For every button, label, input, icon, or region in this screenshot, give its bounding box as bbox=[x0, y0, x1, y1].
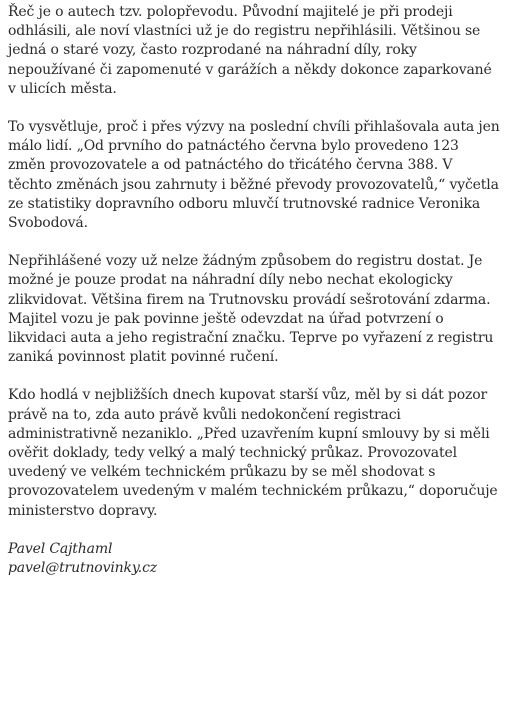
paragraph-4: Kdo hodlá v nejbližších dnech kupovat starší vůz, měl by si dát pozor právě na to, zda auto právě kvůli nedokončení registraci administrativně nezaniklo. „Před uzavřením kupní smlouvy by si měli ověřit doklady, tedy velký a malý technický průkaz. Provozovatel uvedený ve velkém technickém průkazu by se měl shodovat s provozovatelem uvedeným v malém technickém průkazu,“ doporučuje ministerstvo dopravy. bbox=[8, 387, 498, 519]
paragraph-2: To vysvětluje, proč i přes výzvy na poslední chvíli přihlašovala auta jen málo lidí. „Od prvního do patnáctého června bylo provedeno 123 změn provozovatele a od patnáctého do třicátého června 388. V těchto změnách jsou zahrnuty i běžné převody provozovatelů,“ vyčetla ze statistiky dopravního odboru mluvčí trutnovské radnice Veronika Svobodová. bbox=[8, 119, 500, 232]
paragraph-3: Nepřihlášené vozy už nelze žádným způsobem do registru dostat. Je možné je pouze prodat na náhradní díly nebo nechat ekologicky zlikvidovat. Většina firem na Trutnovsku provádí sešrotování zdarma. Majitel vozu je pak povinne ještě odevzdat na úřad potvrzení o likvidaci auta a jeho registrační značku. Teprve po vyřazení z registru zaniká povinnost platit povinné ručení. bbox=[8, 253, 494, 366]
author-name: Pavel Cajthaml bbox=[8, 540, 113, 557]
author-signature bbox=[8, 540, 500, 578]
paragraph-1: Řeč je o autech tzv. polopřevodu. Původní majitelé je při prodeji odhlásili, ale noví vlastníci už je do registru nepřihlásili. Většinou se jedná o staré vozy, často rozprodané na náhradní díly, roky nepoužívané či zapomenuté v garážích a někdy dokonce zaparkované v ulicích města. bbox=[8, 4, 492, 97]
author-email[interactable]: pavel@trutnovinky.cz bbox=[8, 560, 157, 577]
article-body bbox=[8, 3, 500, 578]
